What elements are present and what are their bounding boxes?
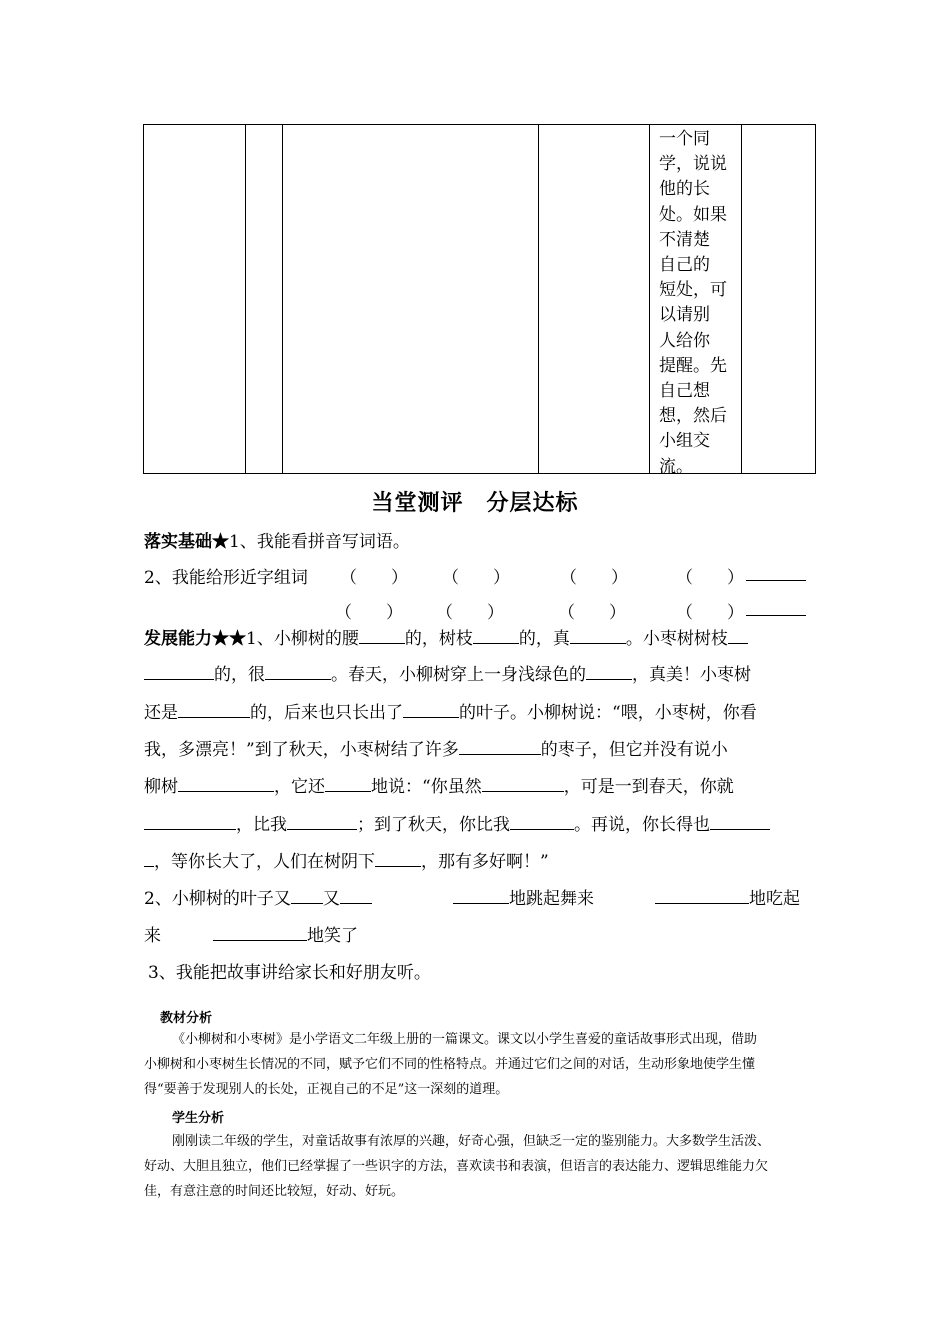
- fill-blank: [473, 626, 519, 644]
- fill-blank: [144, 812, 236, 830]
- text-run: 又: [322, 889, 340, 909]
- text-run: 地跳起舞来: [509, 889, 594, 909]
- text-run: 的枣子，但它并没有说小: [540, 740, 728, 760]
- question-text: 2、我能给形近字组词: [144, 568, 308, 588]
- answer-blank: [746, 563, 806, 586]
- text-run: ，等你长大了，人们在树阴下: [154, 852, 375, 872]
- table-divider: [741, 125, 742, 473]
- fill-blank: [291, 886, 323, 904]
- table-divider: [245, 125, 246, 473]
- text-run: 来: [144, 926, 161, 946]
- fill-blank: [375, 849, 421, 867]
- question-dev-2-part: [453, 884, 594, 909]
- fill-blank: [213, 923, 307, 941]
- table-cell-line: 短处，可: [659, 280, 727, 301]
- paragraph-line: 得“要善于发现别人的长处，正视自己的不足”这一深刻的道理。: [144, 1082, 509, 1097]
- text-run: 的，真: [518, 629, 570, 649]
- fill-blank: [459, 737, 541, 755]
- level-label-dev: 发展能力★★: [144, 629, 246, 649]
- paragraph-line: 好动、大胆且独立，他们已经掌握了一些识字的方法，喜欢读书和表演，但语言的表达能力、逻辑思维能力欠: [144, 1159, 769, 1174]
- paren-blank: （ ）: [560, 568, 628, 588]
- question-basic-1: [144, 527, 410, 552]
- table-cell-line: 他的长: [659, 179, 710, 200]
- text-run: 我，多漂亮！”到了秋天，小枣树结了许多: [144, 740, 459, 760]
- fill-blank: [359, 626, 405, 644]
- text-run: 。春天，小柳树穿上一身浅绿色的: [331, 665, 586, 685]
- question-dev-2-part: [144, 921, 161, 946]
- text-run: 的叶子。小柳树说：“喂，小枣树，你看: [459, 703, 757, 723]
- text-run: 。再说，你长得也: [574, 815, 710, 835]
- fill-blank: [728, 626, 748, 644]
- question-basic-2: [144, 563, 308, 588]
- table-cell-line: 学，说说: [659, 154, 727, 175]
- text-run: 。小枣树树枝: [625, 629, 728, 649]
- question-dev-2-part: [655, 884, 800, 909]
- fill-blank: [340, 886, 372, 904]
- table-cell-line: 以请别: [659, 305, 710, 326]
- fill-blank: [178, 700, 250, 718]
- table-cell-line: 提醒。先: [659, 355, 727, 376]
- text-run: 柳树: [144, 777, 178, 797]
- fill-blank: [586, 662, 632, 680]
- fill-blank: [325, 774, 371, 792]
- fill-blank: [453, 886, 509, 904]
- question-dev-1-line: [144, 772, 734, 797]
- paren-blank: （ ）: [676, 603, 744, 623]
- fill-blank: [144, 662, 214, 680]
- fill-blank: [403, 700, 459, 718]
- text-run: 1、小柳树的腰: [246, 629, 359, 649]
- fill-blank: [482, 774, 564, 792]
- paren-blank: （ ）: [676, 568, 744, 588]
- question-dev-1-line: [144, 660, 751, 685]
- lesson-table: [143, 124, 816, 477]
- text-run: 地说：“你虽然: [371, 777, 482, 797]
- answer-blank: [746, 598, 806, 621]
- text-run: 还是: [144, 703, 178, 723]
- heading-textbook-analysis: 教材分析: [160, 1011, 213, 1026]
- paragraph-line: 小柳树和小枣树生长情况的不同，赋予它们不同的性格特点。并通过它们之间的对话，生动形象地使学生懂: [144, 1057, 756, 1072]
- table-cell-line: 一个同: [659, 129, 710, 149]
- table-divider: [538, 125, 539, 473]
- paragraph-textbook-analysis: [144, 1027, 820, 1102]
- table-cell-line: 自己的: [659, 255, 710, 276]
- table-cell-line: 人给你: [659, 330, 710, 351]
- paren-blank: （ ）: [436, 603, 504, 623]
- table-cell-line: 不清楚: [659, 229, 710, 250]
- question-dev-1-line: [144, 810, 770, 835]
- text-run: ，比我: [236, 815, 287, 835]
- table-cell-line: 流。: [659, 456, 693, 477]
- level-label-basic: 落实基础★: [144, 532, 229, 552]
- table-cell-line: 想，然后: [659, 406, 727, 427]
- fill-blank: [510, 812, 574, 830]
- fill-blank: [570, 626, 626, 644]
- text-run: 地吃起: [749, 889, 800, 909]
- text-run: 的，很: [214, 665, 265, 685]
- text-run: ，真美！小枣树: [632, 665, 751, 685]
- table-cell-text: [659, 127, 741, 480]
- paren-blank: （ ）: [442, 568, 510, 588]
- text-run: ，可是一到春天，你就: [563, 777, 734, 797]
- table-divider: [282, 125, 283, 473]
- paren-blank: （ ）: [335, 603, 403, 623]
- fill-blank: [265, 662, 331, 680]
- paragraph-line: 刚刚读二年级的学生，对童话故事有浓厚的兴趣，好奇心强，但缺乏一定的鉴别能力。大多数学生活泼、: [172, 1134, 771, 1149]
- paragraph-line: 《小柳树和小枣树》是小学语文二年级上册的一篇课文。课文以小学生喜爱的童话故事形式出现，借助: [172, 1032, 758, 1047]
- paragraph-student-analysis: [144, 1129, 820, 1204]
- fill-blank: [144, 849, 154, 867]
- text-run: 的，后来也只长出了: [250, 703, 403, 723]
- section-title: 当堂测评 分层达标: [371, 490, 579, 516]
- heading-student-analysis: 学生分析: [172, 1111, 225, 1126]
- question-dev-3: 3、我能把故事讲给家长和好朋友听。: [148, 963, 431, 983]
- fill-blank: [710, 812, 770, 830]
- table-cell-line: 自己想: [659, 381, 710, 402]
- question-dev-1-line: [144, 735, 728, 760]
- question-dev-1-line: [144, 847, 549, 872]
- paren-blank: （ ）: [558, 603, 626, 623]
- table-cell-line: 小组交: [659, 431, 710, 452]
- text-run: 地笑了: [307, 926, 358, 946]
- text-run: ，它还: [274, 777, 325, 797]
- table-cell-line: 处。如果: [659, 204, 727, 225]
- text-run: ；到了秋天，你比我: [357, 815, 510, 835]
- question-dev-2: [144, 884, 372, 909]
- table-divider: [649, 125, 650, 473]
- question-dev-1-line: [144, 698, 757, 723]
- paragraph-line: 佳，有意注意的时间还比较短，好动、好玩。: [144, 1184, 405, 1199]
- text-run: 的，树枝: [404, 629, 473, 649]
- question-text: 1、我能看拼音写词语。: [229, 532, 410, 552]
- fill-blank: [287, 812, 357, 830]
- fill-blank: [655, 886, 749, 904]
- fill-blank: [178, 774, 274, 792]
- paren-blank: （ ）: [340, 568, 408, 588]
- question-dev-1-line: [144, 624, 748, 649]
- question-dev-2-part: [213, 921, 358, 946]
- text-run: ，那有多好啊！”: [421, 852, 549, 872]
- text-run: 2、小柳树的叶子又: [144, 889, 291, 909]
